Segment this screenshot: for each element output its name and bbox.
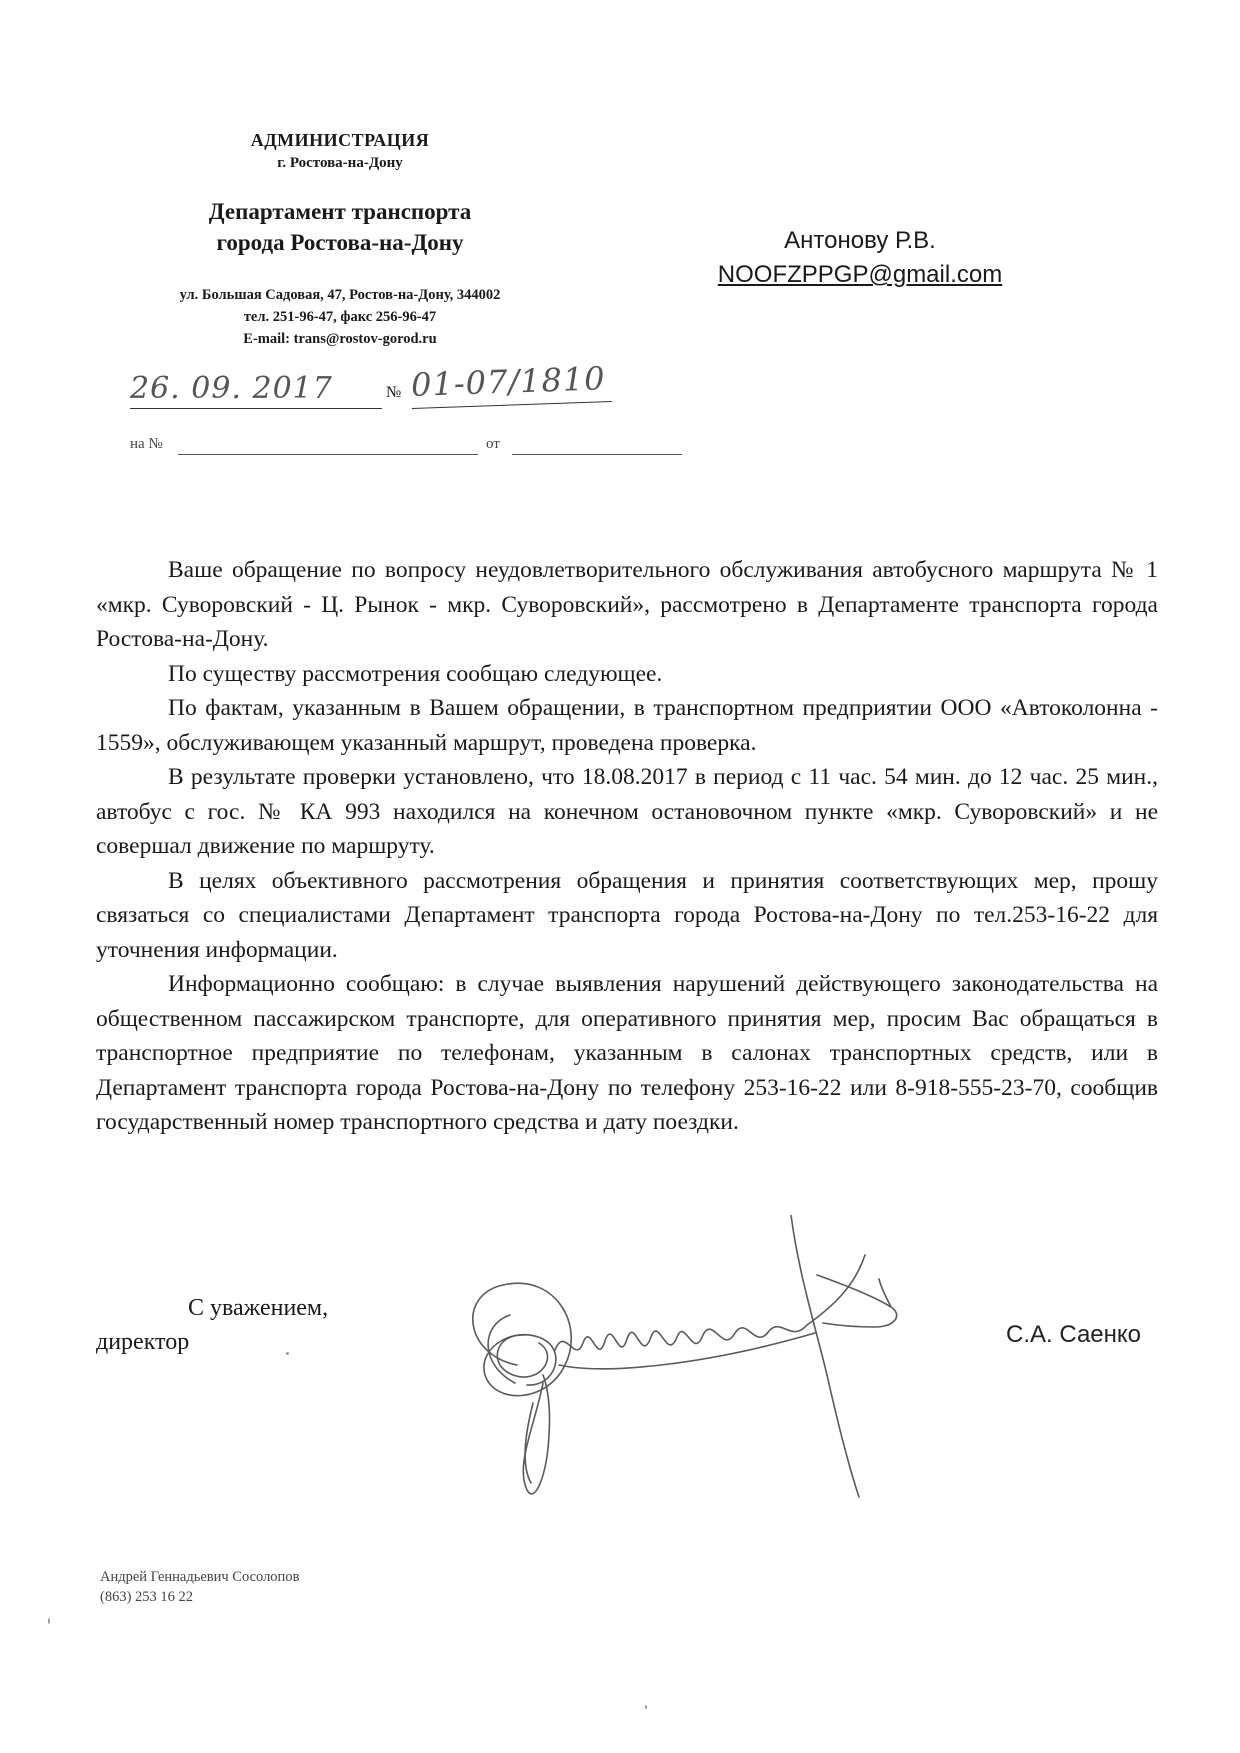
department-line-1: Департамент транспорта <box>208 199 472 224</box>
letterhead-contacts <box>120 284 560 350</box>
reference-date-blank <box>512 454 682 455</box>
closing-regards: С уважением, <box>188 1295 329 1321</box>
signer-position: директор <box>96 1329 190 1355</box>
signer-name: С.А. Саенко <box>1006 1321 1142 1348</box>
registration-date: 26. 09. 2017 <box>130 372 382 409</box>
body-paragraph-1: Ваше обращение по вопросу неудовлетворительного обслуживания автобусного маршрута № 1 «мкр. Суворовский - Ц. Рынок - мкр. Суворовский», рассмотрено в Департаменте транспорта города Ростова-на-Дону. <box>96 557 1158 652</box>
signature-image <box>455 1215 1015 1505</box>
body-paragraph-2: По существу рассмотрения сообщаю следующее. <box>168 660 663 687</box>
letterhead-city: г. Ростова-на-Дону <box>277 155 403 171</box>
registration-number: 01-07/1810 <box>410 353 612 409</box>
registration-line <box>130 359 630 412</box>
reference-number-label: на № <box>130 436 163 452</box>
executor-block <box>100 1567 299 1607</box>
letterhead-department <box>120 196 560 258</box>
letterhead <box>120 128 560 350</box>
reference-line <box>130 436 560 460</box>
letterhead-address: ул. Большая Садовая, 47, Ростов-на-Дону, 344002 <box>179 287 501 303</box>
executor-name: Андрей Геннадьевич Сосолопов <box>100 1569 300 1585</box>
scan-speck <box>286 1352 289 1355</box>
recipient-block <box>680 224 1040 292</box>
registration-number-label: № <box>386 384 402 401</box>
letter-body <box>96 553 1158 1140</box>
reference-number-blank <box>178 454 478 455</box>
body-paragraph-5: В целях объективного рассмотрения обращения и принятия соответствующих мер, прошу связаться со специалистами Департамент транспорта города Ростова-на-Дону по тел.253-16-22 для уточнения информации. <box>96 867 1158 963</box>
letterhead-admin: АДМИНИСТРАЦИЯ <box>250 130 430 150</box>
letterhead-phones: тел. 251-96-47, факс 256-96-47 <box>243 309 437 325</box>
body-paragraph-4: В результате проверки установлено, что 18.08.2017 в период с 11 час. 54 мин. до 12 час. 25 мин., автобус с гос. № КА 993 находился на конечном остановочном пункте «мкр. Суворовский» и не совершал движение по маршруту. <box>96 764 1158 859</box>
executor-phone: (863) 253 16 22 <box>100 1589 194 1605</box>
department-line-2: города Ростова-на-Дону <box>216 230 464 255</box>
recipient-name: Антонову Р.В. <box>784 227 936 254</box>
body-paragraph-6: Информационно сообщаю: в случае выявления нарушений действующего законодательства на общественном пассажирском транспорте, для оперативного принятия мер, просим Вас обращаться в транспортное предприятие по телефонам, указанным в салонах транспортных средств, или в Департамент транспорта города Ростова-на-Дону по телефону 253-16-22 или 8-918-555-23-70, сообщив государственный номер транспортного средства и дату поездки. <box>96 971 1158 1135</box>
scan-speck <box>48 1618 50 1624</box>
body-paragraph-3: По фактам, указанным в Вашем обращении, в транспортном предприятии ООО «Автоколонна - 1559», обслуживающем указанный маршрут, проведена проверка. <box>96 695 1158 756</box>
scan-speck <box>645 1705 647 1709</box>
reference-date-label: от <box>486 436 500 452</box>
letterhead-email: E-mail: trans@rostov-gorod.ru <box>243 331 437 347</box>
recipient-email: NOOFZPPGP@gmail.com <box>717 261 1003 288</box>
